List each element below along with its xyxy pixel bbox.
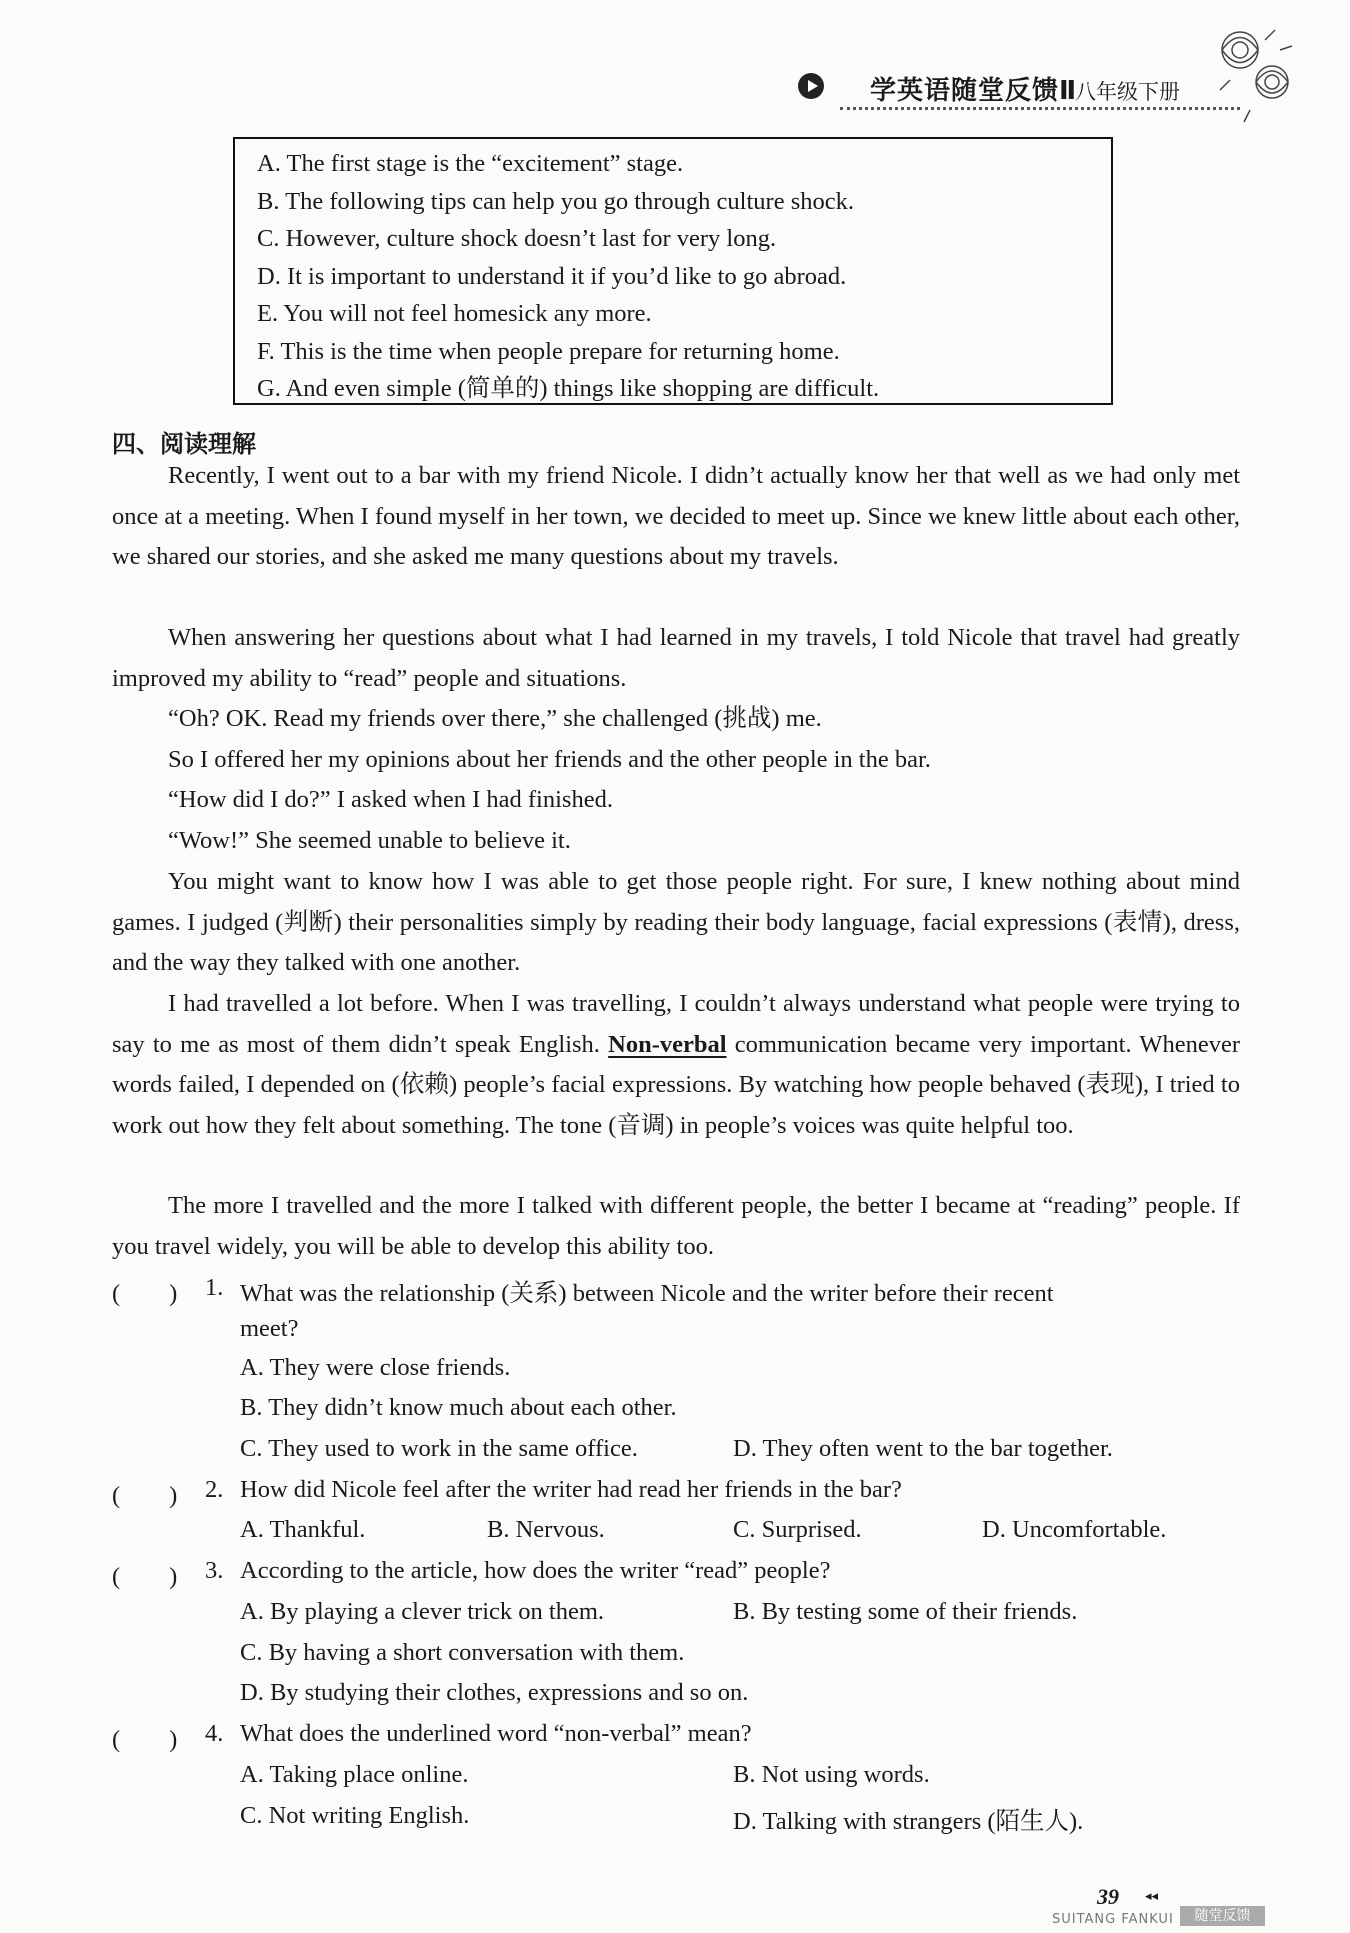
passage-paragraph-2: When answering her questions about what I had learned in my travels, I told Nicole that travel had greatly improved my ability to “read” people and situations. bbox=[112, 624, 1240, 692]
question-3-stem: According to the article, how does the writer “read” people? bbox=[240, 1557, 831, 1584]
q3-option-a[interactable]: A. By playing a clever trick on them. bbox=[240, 1598, 604, 1625]
question-number-4: 4. bbox=[205, 1720, 224, 1747]
paragraph-8-end: communication became very important. Whenever words failed, I depended on (依赖) people’s facial expressions. By watching how people behaved (表现), I tried to work out how they felt about something. The tone (音调) in people’s voices was quite helpful too. bbox=[112, 1030, 1240, 1139]
footer-brand: SUITANG FANKUI bbox=[1052, 1912, 1174, 1927]
answer-blank-1[interactable]: ( ) bbox=[112, 1280, 178, 1307]
q4-option-b[interactable]: B. Not using words. bbox=[733, 1761, 930, 1788]
q1-option-a[interactable]: A. They were close friends. bbox=[240, 1354, 511, 1381]
passage-paragraph-1: Recently, I went out to a bar with my friend Nicole. I didn’t actually know her that well as we had only met once at a meeting. When I found myself in her town, we decided to meet up. Since we knew little about each other, we shared our stories, and she asked me many questions about my travels. bbox=[112, 462, 1240, 570]
answer-blank-3[interactable]: ( ) bbox=[112, 1563, 178, 1590]
q3-option-c[interactable]: C. By having a short conversation with them. bbox=[240, 1639, 685, 1666]
header-divider bbox=[840, 107, 1240, 110]
option-d: D. It is important to understand it if you’d like to go abroad. bbox=[257, 262, 847, 290]
double-arrow-left-icon: ◂◂ bbox=[1145, 1888, 1159, 1903]
underlined-word-nonverbal: Non-verbal bbox=[608, 1030, 727, 1058]
option-a: A. The first stage is the “excitement” stage. bbox=[257, 150, 684, 177]
book-title: 学英语随堂反馈Ⅱ bbox=[870, 76, 1078, 106]
passage-paragraph-3: “Oh? OK. Read my friends over there,” she challenged (挑战) me. bbox=[168, 705, 822, 732]
options-box bbox=[233, 137, 1113, 405]
question-number-1: 1. bbox=[205, 1274, 224, 1301]
passage-paragraph-6: “Wow!” She seemed unable to believe it. bbox=[168, 827, 571, 854]
q1-option-c[interactable]: C. They used to work in the same office. bbox=[240, 1435, 638, 1462]
passage-paragraph-5: “How did I do?” I asked when I had finished. bbox=[168, 786, 613, 813]
question-1-stem-cont: meet? bbox=[240, 1315, 299, 1342]
question-1-stem: What was the relationship (关系) between Nicole and the writer before their recent bbox=[240, 1280, 1054, 1307]
paragraph-8-start: I had travelled a lot before. When I was travelling, I couldn’t always understand what people were trying to say to me as most of them didn’t speak English. bbox=[112, 990, 1240, 1058]
q3-option-d[interactable]: D. By studying their clothes, expressions and so on. bbox=[240, 1679, 749, 1706]
flower-decoration-icon bbox=[1210, 20, 1300, 130]
page-number: 39 bbox=[1097, 1884, 1119, 1909]
q2-option-c[interactable]: C. Surprised. bbox=[733, 1516, 862, 1543]
q4-option-a[interactable]: A. Taking place online. bbox=[240, 1761, 469, 1788]
q1-option-d[interactable]: D. They often went to the bar together. bbox=[733, 1435, 1113, 1462]
question-4-stem: What does the underlined word “non-verbal” mean? bbox=[240, 1720, 752, 1747]
option-c: C. However, culture shock doesn’t last for very long. bbox=[257, 225, 777, 252]
passage-paragraph-4: So I offered her my opinions about her friends and the other people in the bar. bbox=[168, 746, 931, 773]
play-icon bbox=[798, 73, 824, 99]
passage-paragraph-7: You might want to know how I was able to get those people right. For sure, I knew nothing about mind games. I judged (判断) their personalities simply by reading their body language, facial expressions (表情), dress, and the way they talked with one another. bbox=[112, 868, 1240, 976]
option-e: E. You will not feel homesick any more. bbox=[257, 300, 652, 327]
answer-blank-4[interactable]: ( ) bbox=[112, 1726, 178, 1753]
passage-paragraph-9: The more I travelled and the more I talked with different people, the better I became at “reading” people. If you travel widely, you will be able to develop this ability too. bbox=[112, 1192, 1240, 1260]
option-f: F. This is the time when people prepare for returning home. bbox=[257, 337, 840, 365]
question-2-stem: How did Nicole feel after the writer had read her friends in the bar? bbox=[240, 1476, 902, 1503]
q1-option-b[interactable]: B. They didn’t know much about each other. bbox=[240, 1394, 677, 1421]
q3-option-b[interactable]: B. By testing some of their friends. bbox=[733, 1598, 1078, 1625]
option-g: G. And even simple (简单的) things like shopping are difficult. bbox=[257, 375, 880, 402]
q2-option-d[interactable]: D. Uncomfortable. bbox=[982, 1516, 1167, 1543]
q4-option-c[interactable]: C. Not writing English. bbox=[240, 1802, 470, 1829]
answer-blank-2[interactable]: ( ) bbox=[112, 1482, 178, 1509]
footer-badge: 随堂反馈 bbox=[1180, 1906, 1265, 1926]
question-number-3: 3. bbox=[205, 1557, 224, 1584]
question-number-2: 2. bbox=[205, 1476, 224, 1503]
option-b: B. The following tips can help you go through culture shock. bbox=[257, 187, 854, 215]
q4-option-d[interactable]: D. Talking with strangers (陌生人). bbox=[733, 1808, 1084, 1835]
q2-option-b[interactable]: B. Nervous. bbox=[487, 1516, 605, 1543]
book-subtitle: 八年级下册 bbox=[1075, 80, 1180, 104]
q2-option-a[interactable]: A. Thankful. bbox=[240, 1516, 366, 1543]
passage-paragraph-8 bbox=[112, 984, 1240, 1146]
section-title: 四、阅读理解 bbox=[112, 430, 256, 458]
